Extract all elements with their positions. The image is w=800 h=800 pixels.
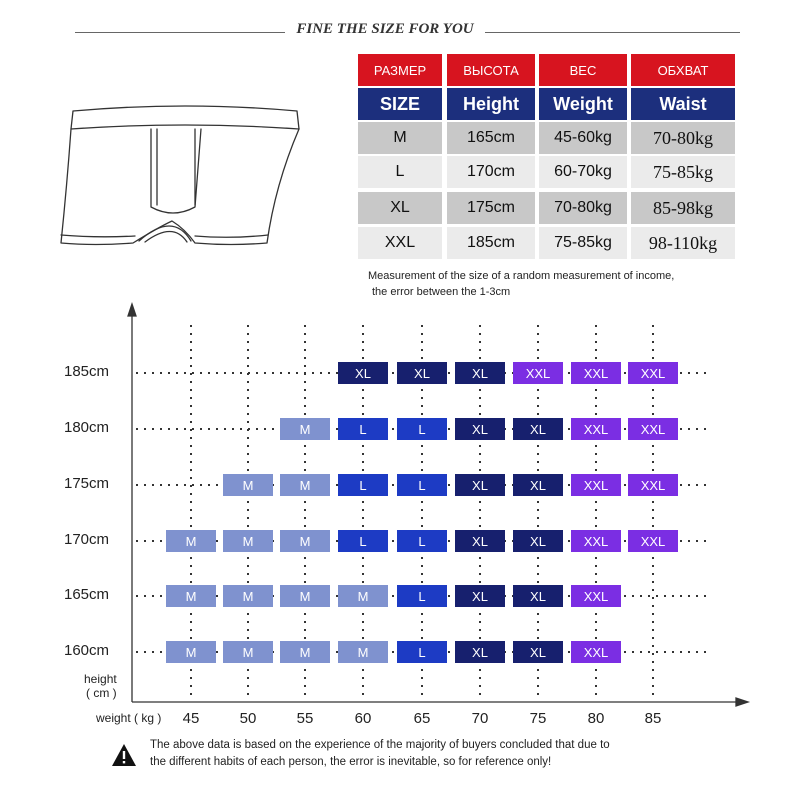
- row-m-waist: 70-80kg: [631, 122, 735, 154]
- y-axis-arrow: [128, 304, 136, 316]
- measurement-note-line2: the error between the 1-3cm: [372, 286, 511, 298]
- size-cell-xxl: XXL: [571, 362, 621, 384]
- size-cell-xl: XL: [455, 474, 505, 496]
- x-tick-label: 75: [529, 710, 547, 727]
- size-cell-xxl: XXL: [513, 362, 563, 384]
- size-cell-m: M: [223, 641, 273, 663]
- size-cell-m: M: [223, 585, 273, 607]
- y-tick-label: 160cm: [64, 642, 110, 659]
- header-en-height: Height: [447, 88, 535, 120]
- size-cell-xxl: XXL: [571, 474, 621, 496]
- y-tick-label: 170cm: [64, 531, 110, 548]
- x-tick-label: 85: [644, 710, 662, 727]
- size-cell-xl: XL: [455, 418, 505, 440]
- row-xxl-height: 185cm: [447, 227, 535, 259]
- size-cell-m: M: [280, 641, 330, 663]
- row-l-waist: 75-85kg: [631, 156, 735, 188]
- disclaimer-line1: The above data is based on the experience of the majority of buyers concluded that due to: [150, 739, 610, 751]
- size-cell-m: M: [166, 530, 216, 552]
- size-cell-xl: XL: [513, 585, 563, 607]
- x-tick-label: 60: [354, 710, 372, 727]
- size-cell-l: L: [397, 474, 447, 496]
- size-cell-xl: XL: [455, 641, 505, 663]
- size-cell-l: L: [338, 530, 388, 552]
- row-xl-waist: 85-98kg: [631, 192, 735, 224]
- size-cell-l: L: [397, 585, 447, 607]
- size-cell-xxl: XXL: [571, 418, 621, 440]
- size-cell-m: M: [280, 585, 330, 607]
- size-cell-xxl: XXL: [571, 530, 621, 552]
- x-tick-label: 45: [182, 710, 200, 727]
- page-title: FINE THE SIZE FOR YOU: [296, 21, 474, 37]
- size-cell-xxl: XXL: [628, 474, 678, 496]
- header-en-waist: Waist: [631, 88, 735, 120]
- header-ru-height: ВЫСОТА: [447, 54, 535, 86]
- header-en-size: SIZE: [358, 88, 442, 120]
- row-xxl-size: XXL: [358, 227, 442, 259]
- row-l-weight: 60-70kg: [539, 156, 627, 188]
- x-tick-label: 55: [296, 710, 314, 727]
- size-cell-xl: XL: [455, 362, 505, 384]
- size-cell-l: L: [397, 418, 447, 440]
- row-l-size: L: [358, 156, 442, 188]
- size-cell-m: M: [338, 585, 388, 607]
- size-cell-m: M: [166, 585, 216, 607]
- x-tick-label: 70: [471, 710, 489, 727]
- size-cell-m: M: [280, 530, 330, 552]
- row-xl-weight: 70-80kg: [539, 192, 627, 224]
- size-cell-xxl: XXL: [628, 418, 678, 440]
- size-cell-xxl: XXL: [628, 530, 678, 552]
- row-m-height: 165cm: [447, 122, 535, 154]
- disclaimer-line2: the different habits of each person, the error is inevitable, so for reference only!: [150, 756, 552, 768]
- header-ru-size: РАЗМЕР: [358, 54, 442, 86]
- size-cell-xl: XL: [397, 362, 447, 384]
- x-axis-title: weight ( kg ): [96, 711, 162, 725]
- size-cell-xl: XL: [455, 530, 505, 552]
- size-cell-xl: XL: [513, 641, 563, 663]
- disclaimer: [150, 737, 610, 771]
- row-m-size: M: [358, 122, 442, 154]
- row-xxl-waist: 98-110kg: [631, 227, 735, 259]
- warning-icon: [111, 743, 137, 767]
- row-m-weight: 45-60kg: [539, 122, 627, 154]
- size-cell-l: L: [338, 474, 388, 496]
- size-cell-xxl: XXL: [628, 362, 678, 384]
- size-cell-m: M: [223, 530, 273, 552]
- size-cell-xl: XL: [513, 530, 563, 552]
- x-tick-label: 50: [239, 710, 257, 727]
- header-en-weight: Weight: [539, 88, 627, 120]
- y-tick-label: 185cm: [64, 363, 110, 380]
- size-cell-m: M: [280, 474, 330, 496]
- y-tick-label: 175cm: [64, 475, 110, 492]
- size-cell-l: L: [338, 418, 388, 440]
- y-tick-label: 180cm: [64, 419, 110, 436]
- size-cell-m: M: [166, 641, 216, 663]
- y-axis-title-line1: height: [84, 672, 117, 686]
- header-ru-weight: ВЕС: [539, 54, 627, 86]
- size-cell-m: M: [338, 641, 388, 663]
- row-xl-size: XL: [358, 192, 442, 224]
- header-ru-waist: ОБХВАТ: [631, 54, 735, 86]
- size-cell-m: M: [280, 418, 330, 440]
- x-tick-label: 80: [587, 710, 605, 727]
- size-cell-xxl: XXL: [571, 641, 621, 663]
- size-cell-xl: XL: [513, 418, 563, 440]
- size-cell-xl: XL: [455, 585, 505, 607]
- y-axis-title-line2: ( cm ): [86, 686, 117, 700]
- measurement-note-line1: Measurement of the size of a random measurement of income,: [368, 270, 675, 282]
- size-cell-l: L: [397, 641, 447, 663]
- size-cell-l: L: [397, 530, 447, 552]
- row-l-height: 170cm: [447, 156, 535, 188]
- size-cell-m: M: [223, 474, 273, 496]
- size-cell-xl: XL: [338, 362, 388, 384]
- size-cell-xl: XL: [513, 474, 563, 496]
- row-xxl-weight: 75-85kg: [539, 227, 627, 259]
- x-axis-arrow: [736, 698, 748, 706]
- size-cell-xxl: XXL: [571, 585, 621, 607]
- row-xl-height: 175cm: [447, 192, 535, 224]
- y-tick-label: 165cm: [64, 586, 110, 603]
- x-tick-label: 65: [413, 710, 431, 727]
